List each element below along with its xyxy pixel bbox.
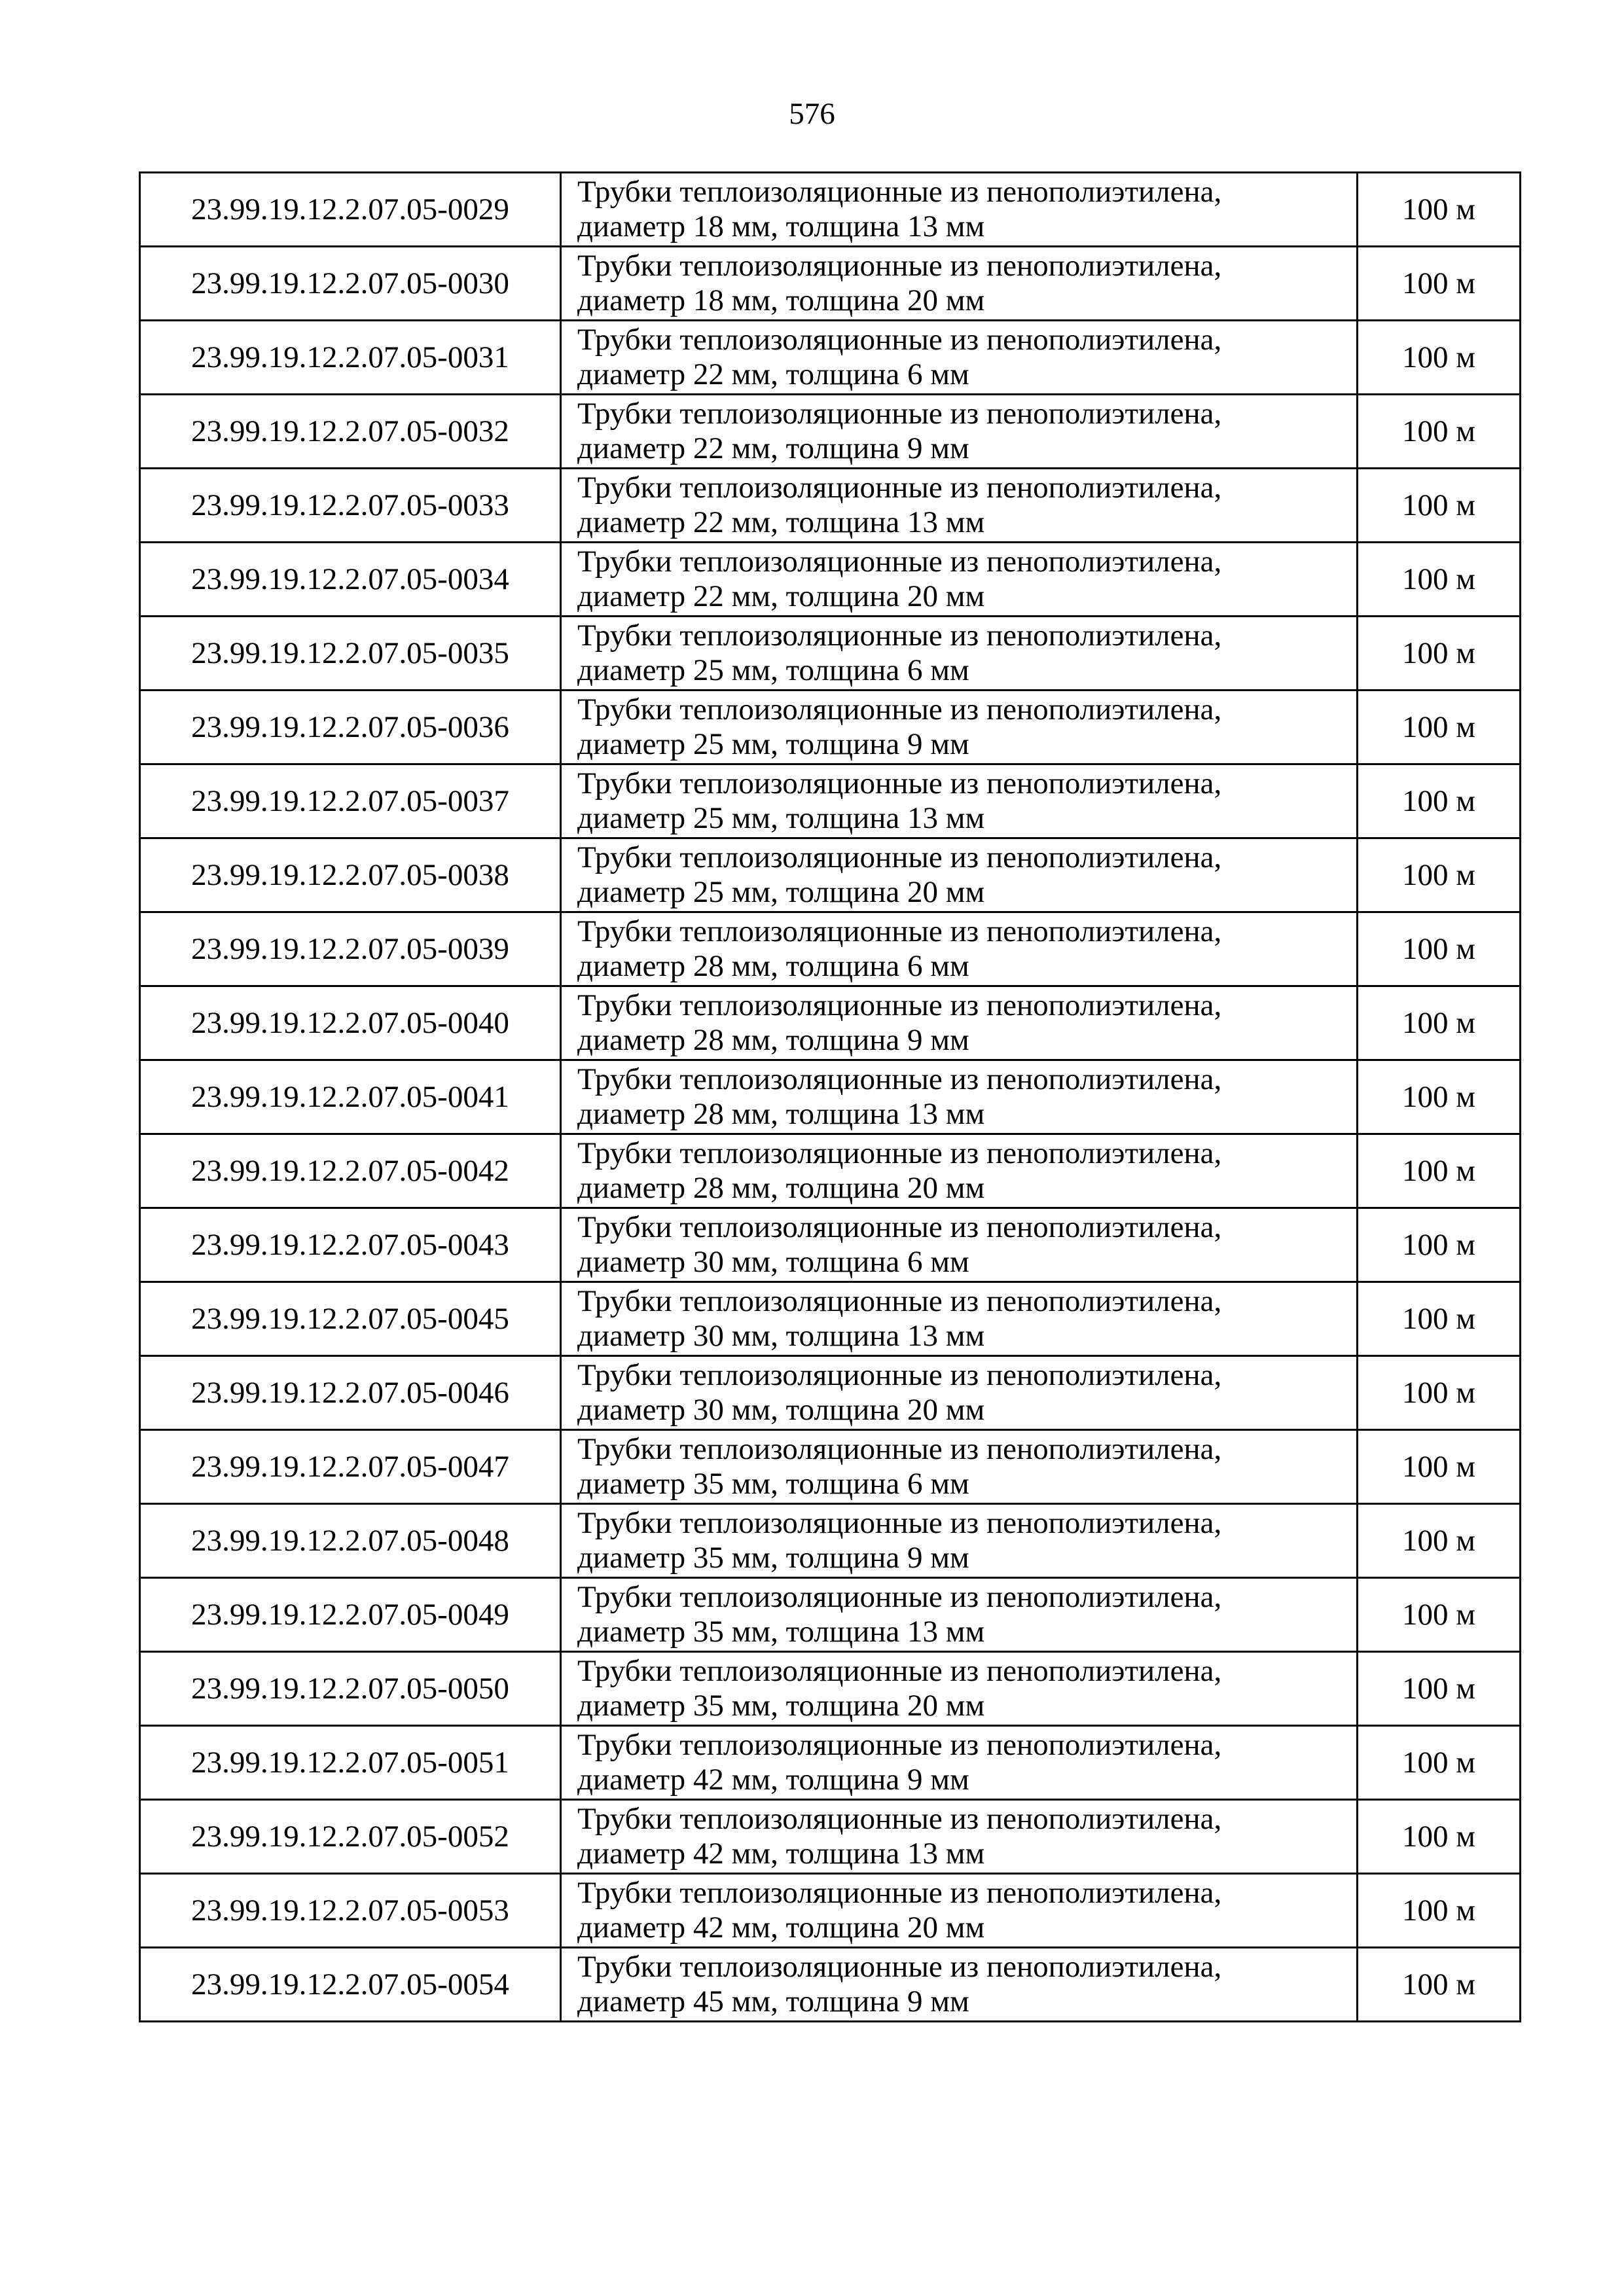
unit-of-measure: 100 м <box>1358 912 1521 986</box>
description-line-2: диаметр 35 мм, толщина 20 мм <box>577 1689 985 1723</box>
description-line-1: Трубки теплоизоляционные из пенополиэтилена, <box>577 914 1222 948</box>
unit-of-measure: 100 м <box>1358 321 1521 395</box>
resource-description <box>561 1726 1358 1800</box>
table-row <box>140 838 1521 912</box>
description-line-2: диаметр 35 мм, толщина 13 мм <box>577 1615 985 1649</box>
resource-code: 23.99.19.12.2.07.05-0030 <box>140 247 561 321</box>
unit-of-measure: 100 м <box>1358 691 1521 764</box>
resource-code: 23.99.19.12.2.07.05-0035 <box>140 617 561 691</box>
resource-code: 23.99.19.12.2.07.05-0049 <box>140 1578 561 1652</box>
unit-of-measure: 100 м <box>1358 1578 1521 1652</box>
resource-code: 23.99.19.12.2.07.05-0033 <box>140 469 561 543</box>
resource-code: 23.99.19.12.2.07.05-0040 <box>140 986 561 1060</box>
unit-of-measure: 100 м <box>1358 986 1521 1060</box>
resource-description <box>561 543 1358 617</box>
table-row <box>140 1356 1521 1430</box>
resource-description <box>561 1578 1358 1652</box>
resource-description <box>561 1800 1358 1874</box>
description-line-1: Трубки теплоизоляционные из пенополиэтилена, <box>577 1950 1222 1984</box>
resource-description <box>561 395 1358 469</box>
resource-code: 23.99.19.12.2.07.05-0037 <box>140 764 561 838</box>
description-line-1: Трубки теплоизоляционные из пенополиэтилена, <box>577 1432 1222 1466</box>
unit-of-measure: 100 м <box>1358 1208 1521 1282</box>
resource-description <box>561 1134 1358 1208</box>
resource-code: 23.99.19.12.2.07.05-0032 <box>140 395 561 469</box>
description-line-1: Трубки теплоизоляционные из пенополиэтилена, <box>577 766 1222 800</box>
table-row <box>140 321 1521 395</box>
description-line-2: диаметр 22 мм, толщина 13 мм <box>577 505 985 539</box>
resource-description <box>561 912 1358 986</box>
description-line-2: диаметр 22 мм, толщина 6 мм <box>577 357 969 391</box>
resource-code: 23.99.19.12.2.07.05-0041 <box>140 1060 561 1134</box>
table-row <box>140 912 1521 986</box>
unit-of-measure: 100 м <box>1358 1874 1521 1948</box>
table-row <box>140 1504 1521 1578</box>
resource-code: 23.99.19.12.2.07.05-0031 <box>140 321 561 395</box>
description-line-1: Трубки теплоизоляционные из пенополиэтилена, <box>577 692 1222 726</box>
unit-of-measure: 100 м <box>1358 617 1521 691</box>
resource-description <box>561 321 1358 395</box>
resource-description <box>561 1652 1358 1726</box>
resource-description <box>561 1430 1358 1504</box>
resource-description <box>561 617 1358 691</box>
description-line-2: диаметр 30 мм, толщина 20 мм <box>577 1393 985 1427</box>
resource-code: 23.99.19.12.2.07.05-0029 <box>140 173 561 247</box>
table-row <box>140 1134 1521 1208</box>
description-line-2: диаметр 18 мм, толщина 13 мм <box>577 209 985 243</box>
description-line-2: диаметр 42 мм, толщина 20 мм <box>577 1910 985 1945</box>
description-line-1: Трубки теплоизоляционные из пенополиэтилена, <box>577 1802 1222 1836</box>
resource-code: 23.99.19.12.2.07.05-0052 <box>140 1800 561 1874</box>
description-line-1: Трубки теплоизоляционные из пенополиэтилена, <box>577 1284 1222 1318</box>
table-row <box>140 986 1521 1060</box>
description-line-1: Трубки теплоизоляционные из пенополиэтилена, <box>577 1876 1222 1910</box>
catalog-table <box>139 171 1521 2022</box>
table-row <box>140 1578 1521 1652</box>
resource-code: 23.99.19.12.2.07.05-0043 <box>140 1208 561 1282</box>
description-line-2: диаметр 35 мм, толщина 9 мм <box>577 1541 969 1575</box>
resource-code: 23.99.19.12.2.07.05-0047 <box>140 1430 561 1504</box>
description-line-1: Трубки теплоизоляционные из пенополиэтилена, <box>577 1506 1222 1540</box>
table-row <box>140 395 1521 469</box>
description-line-1: Трубки теплоизоляционные из пенополиэтилена, <box>577 1136 1222 1170</box>
resource-description <box>561 247 1358 321</box>
resource-code: 23.99.19.12.2.07.05-0034 <box>140 543 561 617</box>
description-line-1: Трубки теплоизоляционные из пенополиэтилена, <box>577 1580 1222 1614</box>
page-number: 576 <box>789 97 835 131</box>
unit-of-measure: 100 м <box>1358 1060 1521 1134</box>
resource-description <box>561 1874 1358 1948</box>
table-row <box>140 1060 1521 1134</box>
table-row <box>140 543 1521 617</box>
resource-code: 23.99.19.12.2.07.05-0046 <box>140 1356 561 1430</box>
description-line-2: диаметр 28 мм, толщина 20 мм <box>577 1171 985 1205</box>
table-row <box>140 1430 1521 1504</box>
description-line-2: диаметр 42 мм, толщина 13 мм <box>577 1837 985 1871</box>
resource-description <box>561 764 1358 838</box>
resource-description <box>561 469 1358 543</box>
description-line-2: диаметр 45 мм, толщина 9 мм <box>577 1984 969 2018</box>
table-row <box>140 247 1521 321</box>
table-row <box>140 1208 1521 1282</box>
description-line-2: диаметр 22 мм, толщина 9 мм <box>577 431 969 465</box>
unit-of-measure: 100 м <box>1358 1726 1521 1800</box>
resource-description <box>561 1504 1358 1578</box>
resource-code: 23.99.19.12.2.07.05-0050 <box>140 1652 561 1726</box>
description-line-2: диаметр 35 мм, толщина 6 мм <box>577 1467 969 1501</box>
resource-description <box>561 1948 1358 2022</box>
description-line-1: Трубки теплоизоляционные из пенополиэтилена, <box>577 1210 1222 1244</box>
resource-code: 23.99.19.12.2.07.05-0053 <box>140 1874 561 1948</box>
table-row <box>140 1652 1521 1726</box>
unit-of-measure: 100 м <box>1358 1948 1521 2022</box>
unit-of-measure: 100 м <box>1358 764 1521 838</box>
description-line-2: диаметр 18 мм, толщина 20 мм <box>577 283 985 317</box>
resource-description <box>561 1356 1358 1430</box>
table-row <box>140 469 1521 543</box>
description-line-1: Трубки теплоизоляционные из пенополиэтилена, <box>577 249 1222 283</box>
description-line-2: диаметр 25 мм, толщина 13 мм <box>577 801 985 835</box>
resource-description <box>561 1282 1358 1356</box>
resource-description <box>561 1060 1358 1134</box>
description-line-1: Трубки теплоизоляционные из пенополиэтилена, <box>577 1358 1222 1392</box>
unit-of-measure: 100 м <box>1358 1652 1521 1726</box>
resource-description <box>561 986 1358 1060</box>
unit-of-measure: 100 м <box>1358 247 1521 321</box>
resource-code: 23.99.19.12.2.07.05-0042 <box>140 1134 561 1208</box>
description-line-1: Трубки теплоизоляционные из пенополиэтилена, <box>577 471 1222 505</box>
description-line-2: диаметр 25 мм, толщина 6 мм <box>577 653 969 687</box>
description-line-1: Трубки теплоизоляционные из пенополиэтилена, <box>577 1062 1222 1096</box>
resource-code: 23.99.19.12.2.07.05-0054 <box>140 1948 561 2022</box>
description-line-2: диаметр 30 мм, толщина 13 мм <box>577 1319 985 1353</box>
resource-code: 23.99.19.12.2.07.05-0039 <box>140 912 561 986</box>
catalog-table-body <box>140 173 1521 2022</box>
description-line-1: Трубки теплоизоляционные из пенополиэтилена, <box>577 1728 1222 1762</box>
description-line-2: диаметр 22 мм, толщина 20 мм <box>577 579 985 613</box>
resource-description <box>561 1208 1358 1282</box>
table-row <box>140 1800 1521 1874</box>
resource-description <box>561 691 1358 764</box>
unit-of-measure: 100 м <box>1358 1800 1521 1874</box>
table-row <box>140 691 1521 764</box>
description-line-1: Трубки теплоизоляционные из пенополиэтилена, <box>577 988 1222 1022</box>
description-line-2: диаметр 30 мм, толщина 6 мм <box>577 1245 969 1279</box>
unit-of-measure: 100 м <box>1358 1356 1521 1430</box>
table-row <box>140 1874 1521 1948</box>
table-row <box>140 173 1521 247</box>
description-line-2: диаметр 28 мм, толщина 9 мм <box>577 1023 969 1057</box>
description-line-2: диаметр 25 мм, толщина 20 мм <box>577 875 985 909</box>
description-line-2: диаметр 42 мм, толщина 9 мм <box>577 1763 969 1797</box>
table-row <box>140 1948 1521 2022</box>
description-line-1: Трубки теплоизоляционные из пенополиэтилена, <box>577 619 1222 653</box>
table-row <box>140 1282 1521 1356</box>
resource-code: 23.99.19.12.2.07.05-0048 <box>140 1504 561 1578</box>
table-row <box>140 764 1521 838</box>
description-line-1: Трубки теплоизоляционные из пенополиэтилена, <box>577 175 1222 209</box>
description-line-1: Трубки теплоизоляционные из пенополиэтилена, <box>577 1654 1222 1688</box>
unit-of-measure: 100 м <box>1358 543 1521 617</box>
resource-code: 23.99.19.12.2.07.05-0051 <box>140 1726 561 1800</box>
description-line-1: Трубки теплоизоляционные из пенополиэтилена, <box>577 840 1222 874</box>
description-line-1: Трубки теплоизоляционные из пенополиэтилена, <box>577 323 1222 357</box>
resource-code: 23.99.19.12.2.07.05-0038 <box>140 838 561 912</box>
description-line-2: диаметр 28 мм, толщина 13 мм <box>577 1097 985 1131</box>
unit-of-measure: 100 м <box>1358 469 1521 543</box>
table-row <box>140 1726 1521 1800</box>
description-line-2: диаметр 25 мм, толщина 9 мм <box>577 727 969 761</box>
unit-of-measure: 100 м <box>1358 1430 1521 1504</box>
resource-code: 23.99.19.12.2.07.05-0045 <box>140 1282 561 1356</box>
unit-of-measure: 100 м <box>1358 173 1521 247</box>
unit-of-measure: 100 м <box>1358 838 1521 912</box>
resource-code: 23.99.19.12.2.07.05-0036 <box>140 691 561 764</box>
description-line-1: Трубки теплоизоляционные из пенополиэтилена, <box>577 397 1222 431</box>
unit-of-measure: 100 м <box>1358 395 1521 469</box>
resource-description <box>561 173 1358 247</box>
table-row <box>140 617 1521 691</box>
unit-of-measure: 100 м <box>1358 1504 1521 1578</box>
unit-of-measure: 100 м <box>1358 1134 1521 1208</box>
description-line-2: диаметр 28 мм, толщина 6 мм <box>577 949 969 983</box>
unit-of-measure: 100 м <box>1358 1282 1521 1356</box>
resource-description <box>561 838 1358 912</box>
description-line-1: Трубки теплоизоляционные из пенополиэтилена, <box>577 545 1222 579</box>
